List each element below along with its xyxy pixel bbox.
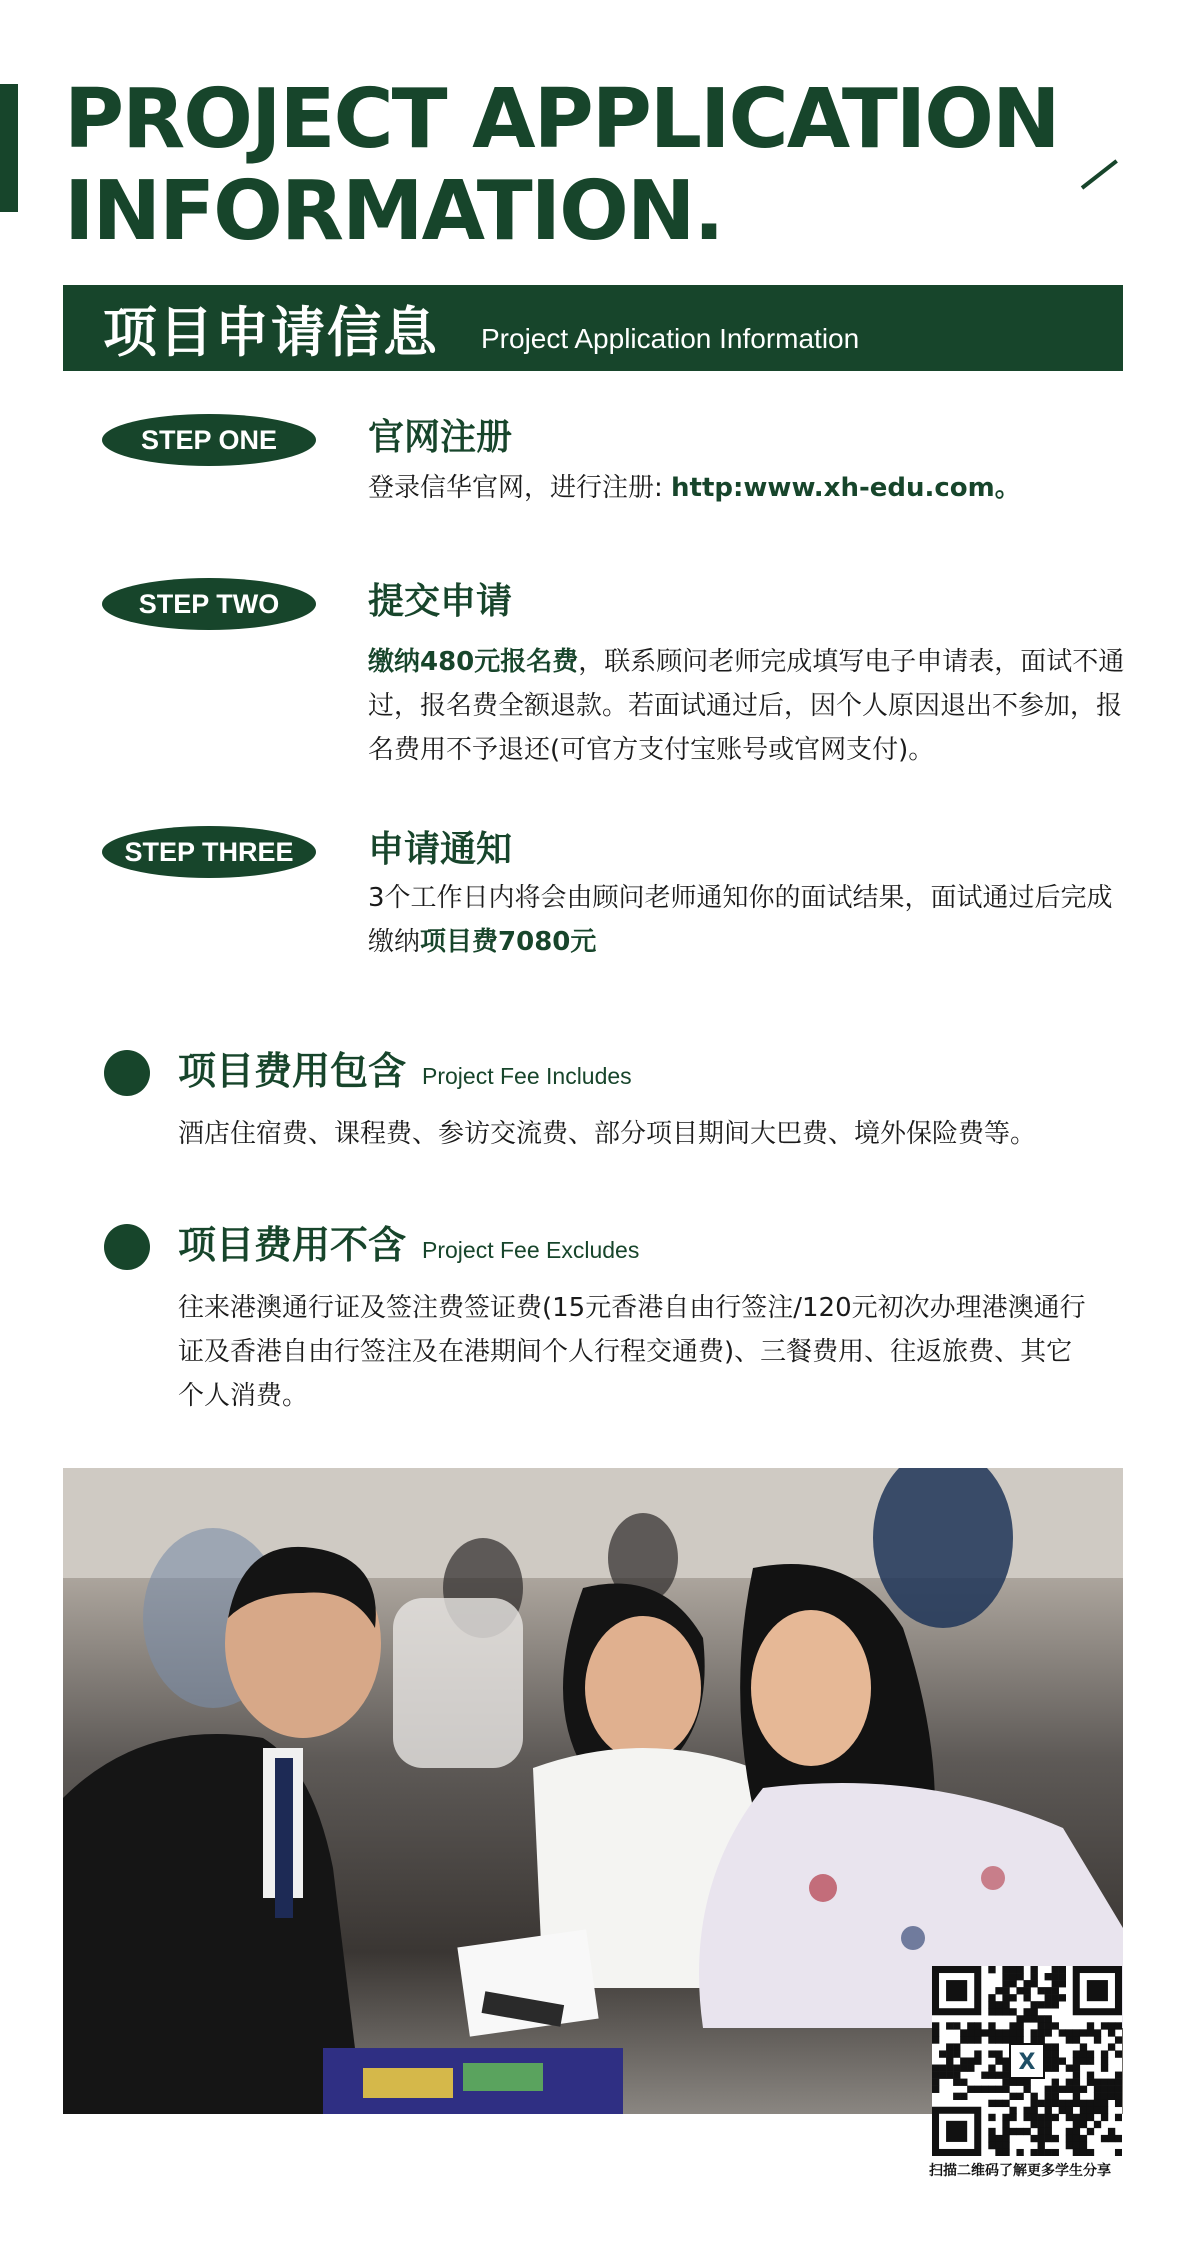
- step-three-label: STEP THREE: [102, 826, 316, 878]
- step-one-body: [368, 466, 1126, 510]
- page-title-line-2: INFORMATION.: [64, 164, 723, 259]
- step-two-label: STEP TWO: [102, 578, 316, 630]
- page-title-line-1: PROJECT APPLICATION: [64, 72, 1059, 167]
- step-three-body: [368, 876, 1126, 964]
- step-two-body-text: ，联系顾问老师完成填写电子申请表，面试不通过，报名费全额退款。若面试通过后，因个人原因退出不参加，报名费用不予退还(可官方支付宝账号或官网支付)。: [368, 647, 1125, 765]
- fee-includes-body: 酒店住宿费、课程费、参访交流费、部分项目期间大巴费、境外保险费等。: [178, 1119, 1037, 1149]
- project-fee-highlight: 项目费7080元: [420, 927, 597, 957]
- qr-finder-pattern: [946, 2121, 967, 2142]
- qr-finder-pattern: [1087, 1980, 1108, 2001]
- website-link[interactable]: http:www.xh-edu.com。: [671, 473, 1021, 503]
- fee-excludes-body: 往来港澳通行证及签注费签证费(15元香港自由行签注/120元初次办理港澳通行证及香港自由行签注及在港期间个人行程交通费)、三餐费用、往返旅费、其它个人消费。: [178, 1293, 1086, 1411]
- step-three-body-text: 3个工作日内将会由顾问老师通知你的面试结果，面试通过后完成缴纳: [368, 883, 1113, 957]
- fee-excludes-title-zh: 项目费用不含: [178, 1223, 407, 1267]
- banner-title-zh: 项目申请信息: [103, 300, 439, 364]
- step-one-label: STEP ONE: [102, 414, 316, 466]
- fee-includes-title-en: Project Fee Includes: [422, 1063, 632, 1089]
- qr-caption: 扫描二维码了解更多学生分享: [929, 2163, 1111, 2179]
- bullet-dot: [104, 1224, 150, 1270]
- step-one-title: 官网注册: [368, 417, 513, 458]
- bullet-dot: [104, 1050, 150, 1096]
- step-three-title: 申请通知: [368, 829, 513, 870]
- banner-title-en: Project Application Information: [481, 323, 860, 354]
- left-accent-bar: [0, 84, 18, 212]
- qr-logo-letter: X: [1018, 2050, 1036, 2075]
- page-title: [64, 74, 1104, 258]
- qr-code-graphic: [932, 1966, 1122, 2156]
- fee-includes-title: [178, 1048, 632, 1099]
- fee-excludes-title-en: Project Fee Excludes: [422, 1237, 640, 1263]
- step-one-body-text: 登录信华官网，进行注册:: [368, 473, 672, 503]
- section-banner: [63, 285, 1123, 371]
- fee-includes-title-zh: 项目费用包含: [178, 1049, 407, 1093]
- registration-fee-highlight: 缴纳480元报名费: [368, 647, 579, 677]
- qr-finder-pattern: [946, 1980, 967, 2001]
- fee-excludes-title: [178, 1222, 639, 1273]
- qr-code[interactable]: [932, 1966, 1122, 2156]
- step-two-body: [368, 640, 1126, 772]
- step-two-title: 提交申请: [368, 581, 513, 622]
